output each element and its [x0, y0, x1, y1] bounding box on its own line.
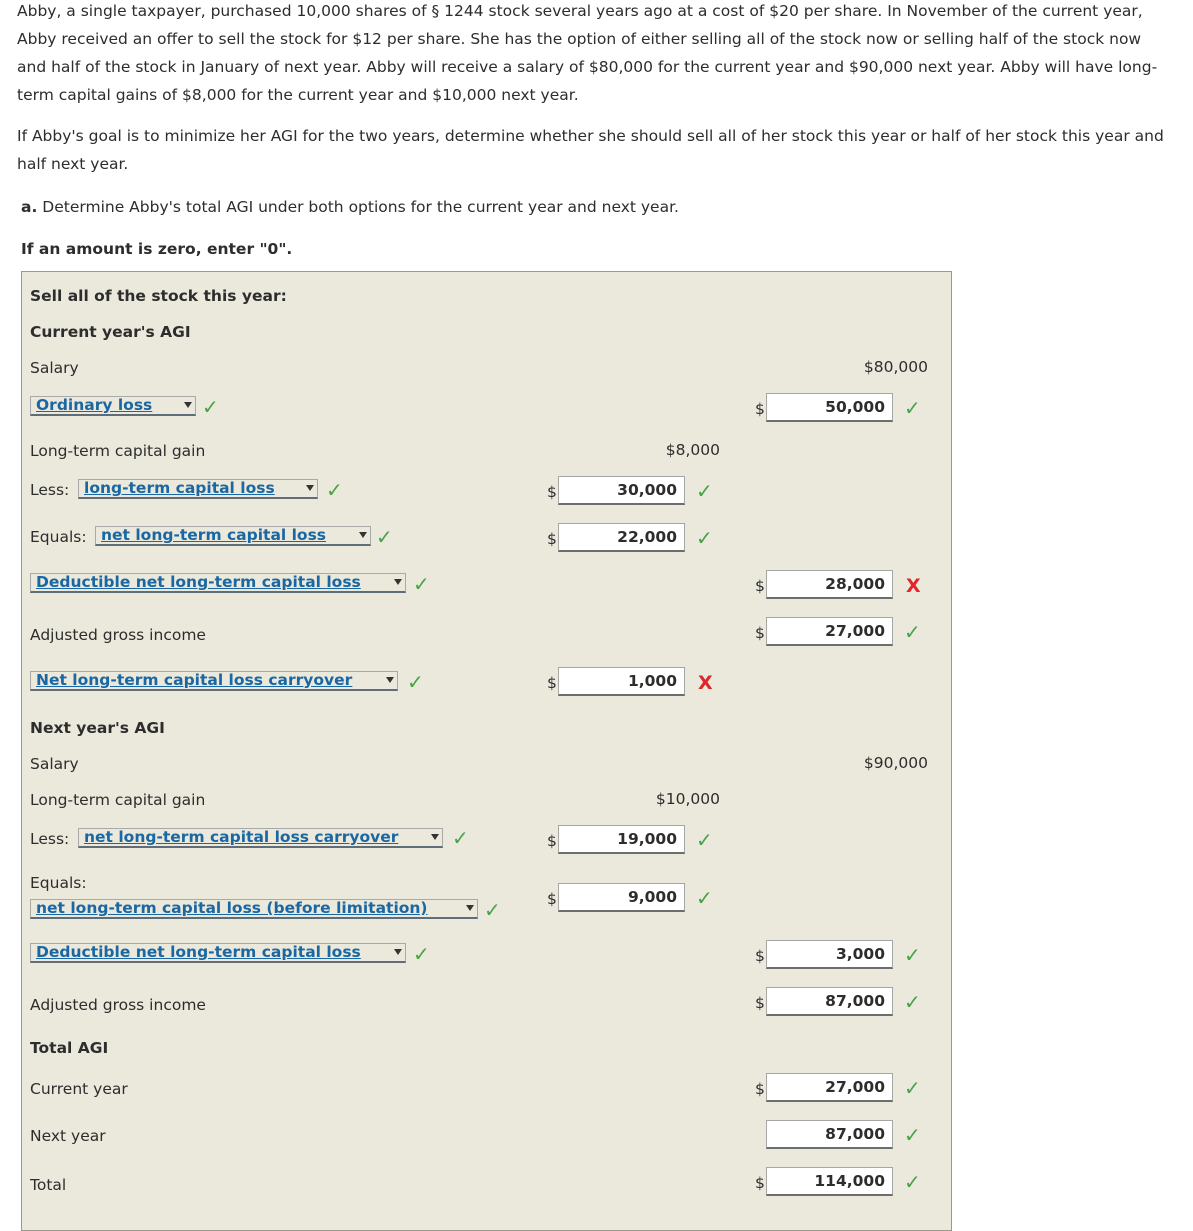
- current-deductible-dropdown[interactable]: [30, 573, 406, 593]
- next-year-heading: Next year's AGI: [30, 719, 165, 737]
- current-year-heading: Current year's AGI: [30, 323, 191, 341]
- chevron-down-icon: [359, 532, 367, 538]
- ordinary-loss-input[interactable]: [766, 393, 893, 422]
- current-ltcg-label: Long-term capital gain: [30, 442, 206, 460]
- current-less-value-correct-icon: ✓: [696, 479, 713, 503]
- total-correct-icon: ✓: [904, 1170, 921, 1194]
- next-equals-dropdown-value: net long-term capital loss (before limitation): [36, 899, 428, 917]
- dollar-sign: $: [755, 624, 765, 642]
- problem-paragraph-2: If Abby's goal is to minimize her AGI for the two years, determine whether she should sell all of her stock this year or half of her stock this year and half next year.: [17, 127, 1164, 173]
- ordinary-loss-dropdown-value: Ordinary loss: [36, 396, 153, 414]
- next-deductible-dropdown[interactable]: [30, 943, 406, 963]
- next-salary-amount: $90,000: [863, 754, 928, 772]
- current-equals-dropdown[interactable]: [95, 526, 371, 546]
- next-agi-label: Adjusted gross income: [30, 996, 206, 1014]
- current-agi-correct-icon: ✓: [904, 620, 921, 644]
- current-agi-input[interactable]: [766, 617, 893, 646]
- next-equals-input[interactable]: [558, 883, 685, 912]
- next-agi-input[interactable]: [766, 987, 893, 1016]
- current-carryover-input[interactable]: [558, 667, 685, 696]
- next-less-select-correct-icon: ✓: [452, 826, 469, 850]
- dollar-sign: $: [755, 577, 765, 595]
- ordinary-loss-select-correct-icon: ✓: [202, 395, 219, 419]
- next-equals-value-correct-icon: ✓: [696, 886, 713, 910]
- next-equals-prefix: Equals:: [30, 874, 87, 892]
- dollar-sign: $: [547, 483, 557, 501]
- next-less-prefix: Less:: [30, 830, 70, 848]
- dollar-sign: $: [547, 674, 557, 692]
- current-deductible-select-correct-icon: ✓: [413, 572, 430, 596]
- ordinary-loss-dropdown[interactable]: [30, 396, 196, 416]
- dollar-sign: $: [547, 832, 557, 850]
- question-letter: a.: [21, 198, 38, 216]
- current-salary-label: Salary: [30, 359, 79, 377]
- question-text: Determine Abby's total AGI under both options for the current year and next year.: [37, 198, 679, 216]
- chevron-down-icon: [394, 949, 402, 955]
- current-equals-prefix: Equals:: [30, 528, 87, 546]
- current-carryover-select-correct-icon: ✓: [407, 670, 424, 694]
- current-deductible-input[interactable]: [766, 570, 893, 599]
- chevron-down-icon: [394, 579, 402, 585]
- dollar-sign: $: [547, 890, 557, 908]
- chevron-down-icon: [306, 485, 314, 491]
- next-agi-correct-icon: ✓: [904, 990, 921, 1014]
- next-less-dropdown[interactable]: [78, 828, 443, 848]
- total-input[interactable]: [766, 1167, 893, 1196]
- current-less-dropdown-value: long-term capital loss: [84, 479, 275, 497]
- next-deductible-dropdown-value: Deductible net long-term capital loss: [36, 943, 361, 961]
- current-less-prefix: Less:: [30, 481, 70, 499]
- total-current-input[interactable]: [766, 1073, 893, 1102]
- problem-paragraph-1: Abby, a single taxpayer, purchased 10,000 shares of § 1244 stock several years ago at a cost of $20 per share. In November of the current year, Abby received an offer to sell the stock for $12 per share. She has the option of either selling all of the stock now or selling half of the stock now and half of the stock in January of next year. Abby will receive a salary of $80,000 for the current year and $90,000 next year. Abby will have long-term capital gains of $8,000 for the current year and $10,000 next year.: [17, 2, 1158, 104]
- next-ltcg-label: Long-term capital gain: [30, 791, 206, 809]
- current-deductible-incorrect-icon: X: [906, 575, 921, 597]
- next-deductible-value-correct-icon: ✓: [904, 943, 921, 967]
- next-deductible-input[interactable]: [766, 940, 893, 969]
- next-equals-dropdown[interactable]: [30, 899, 478, 919]
- chevron-down-icon: [184, 402, 192, 408]
- total-next-input[interactable]: [766, 1120, 893, 1149]
- chevron-down-icon: [466, 905, 474, 911]
- current-equals-input[interactable]: [558, 523, 685, 552]
- total-current-label: Current year: [30, 1080, 128, 1098]
- dollar-sign: $: [755, 994, 765, 1012]
- dollar-sign: $: [755, 1080, 765, 1098]
- total-current-correct-icon: ✓: [904, 1076, 921, 1100]
- current-less-select-correct-icon: ✓: [326, 478, 343, 502]
- current-salary-amount: $80,000: [863, 358, 928, 376]
- dollar-sign: $: [755, 947, 765, 965]
- current-ltcg-amount: $8,000: [665, 441, 720, 459]
- current-equals-value-correct-icon: ✓: [696, 526, 713, 550]
- total-label: Total: [30, 1176, 67, 1194]
- zero-instruction: If an amount is zero, enter "0".: [21, 240, 293, 258]
- current-less-input[interactable]: [558, 476, 685, 505]
- dollar-sign: $: [547, 530, 557, 548]
- answer-panel: [21, 271, 952, 1231]
- next-equals-select-correct-icon: ✓: [484, 898, 501, 922]
- current-agi-label: Adjusted gross income: [30, 626, 206, 644]
- question-a: [21, 198, 679, 216]
- next-less-input[interactable]: [558, 825, 685, 854]
- current-carryover-dropdown[interactable]: [30, 671, 398, 691]
- current-equals-select-correct-icon: ✓: [376, 525, 393, 549]
- total-next-label: Next year: [30, 1127, 106, 1145]
- current-carryover-incorrect-icon: X: [698, 672, 713, 694]
- current-deductible-dropdown-value: Deductible net long-term capital loss: [36, 573, 361, 591]
- next-less-value-correct-icon: ✓: [696, 828, 713, 852]
- section-header: Sell all of the stock this year:: [30, 287, 287, 305]
- next-salary-label: Salary: [30, 755, 79, 773]
- next-deductible-select-correct-icon: ✓: [413, 942, 430, 966]
- chevron-down-icon: [431, 834, 439, 840]
- current-carryover-dropdown-value: Net long-term capital loss carryover: [36, 671, 353, 689]
- next-less-dropdown-value: net long-term capital loss carryover: [84, 828, 399, 846]
- chevron-down-icon: [386, 677, 394, 683]
- dollar-sign: $: [755, 400, 765, 418]
- total-next-correct-icon: ✓: [904, 1123, 921, 1147]
- ordinary-loss-value-correct-icon: ✓: [904, 396, 921, 420]
- current-equals-dropdown-value: net long-term capital loss: [101, 526, 327, 544]
- dollar-sign: $: [755, 1174, 765, 1192]
- total-agi-heading: Total AGI: [30, 1039, 109, 1057]
- next-ltcg-amount: $10,000: [655, 790, 720, 808]
- current-less-dropdown[interactable]: [78, 479, 318, 499]
